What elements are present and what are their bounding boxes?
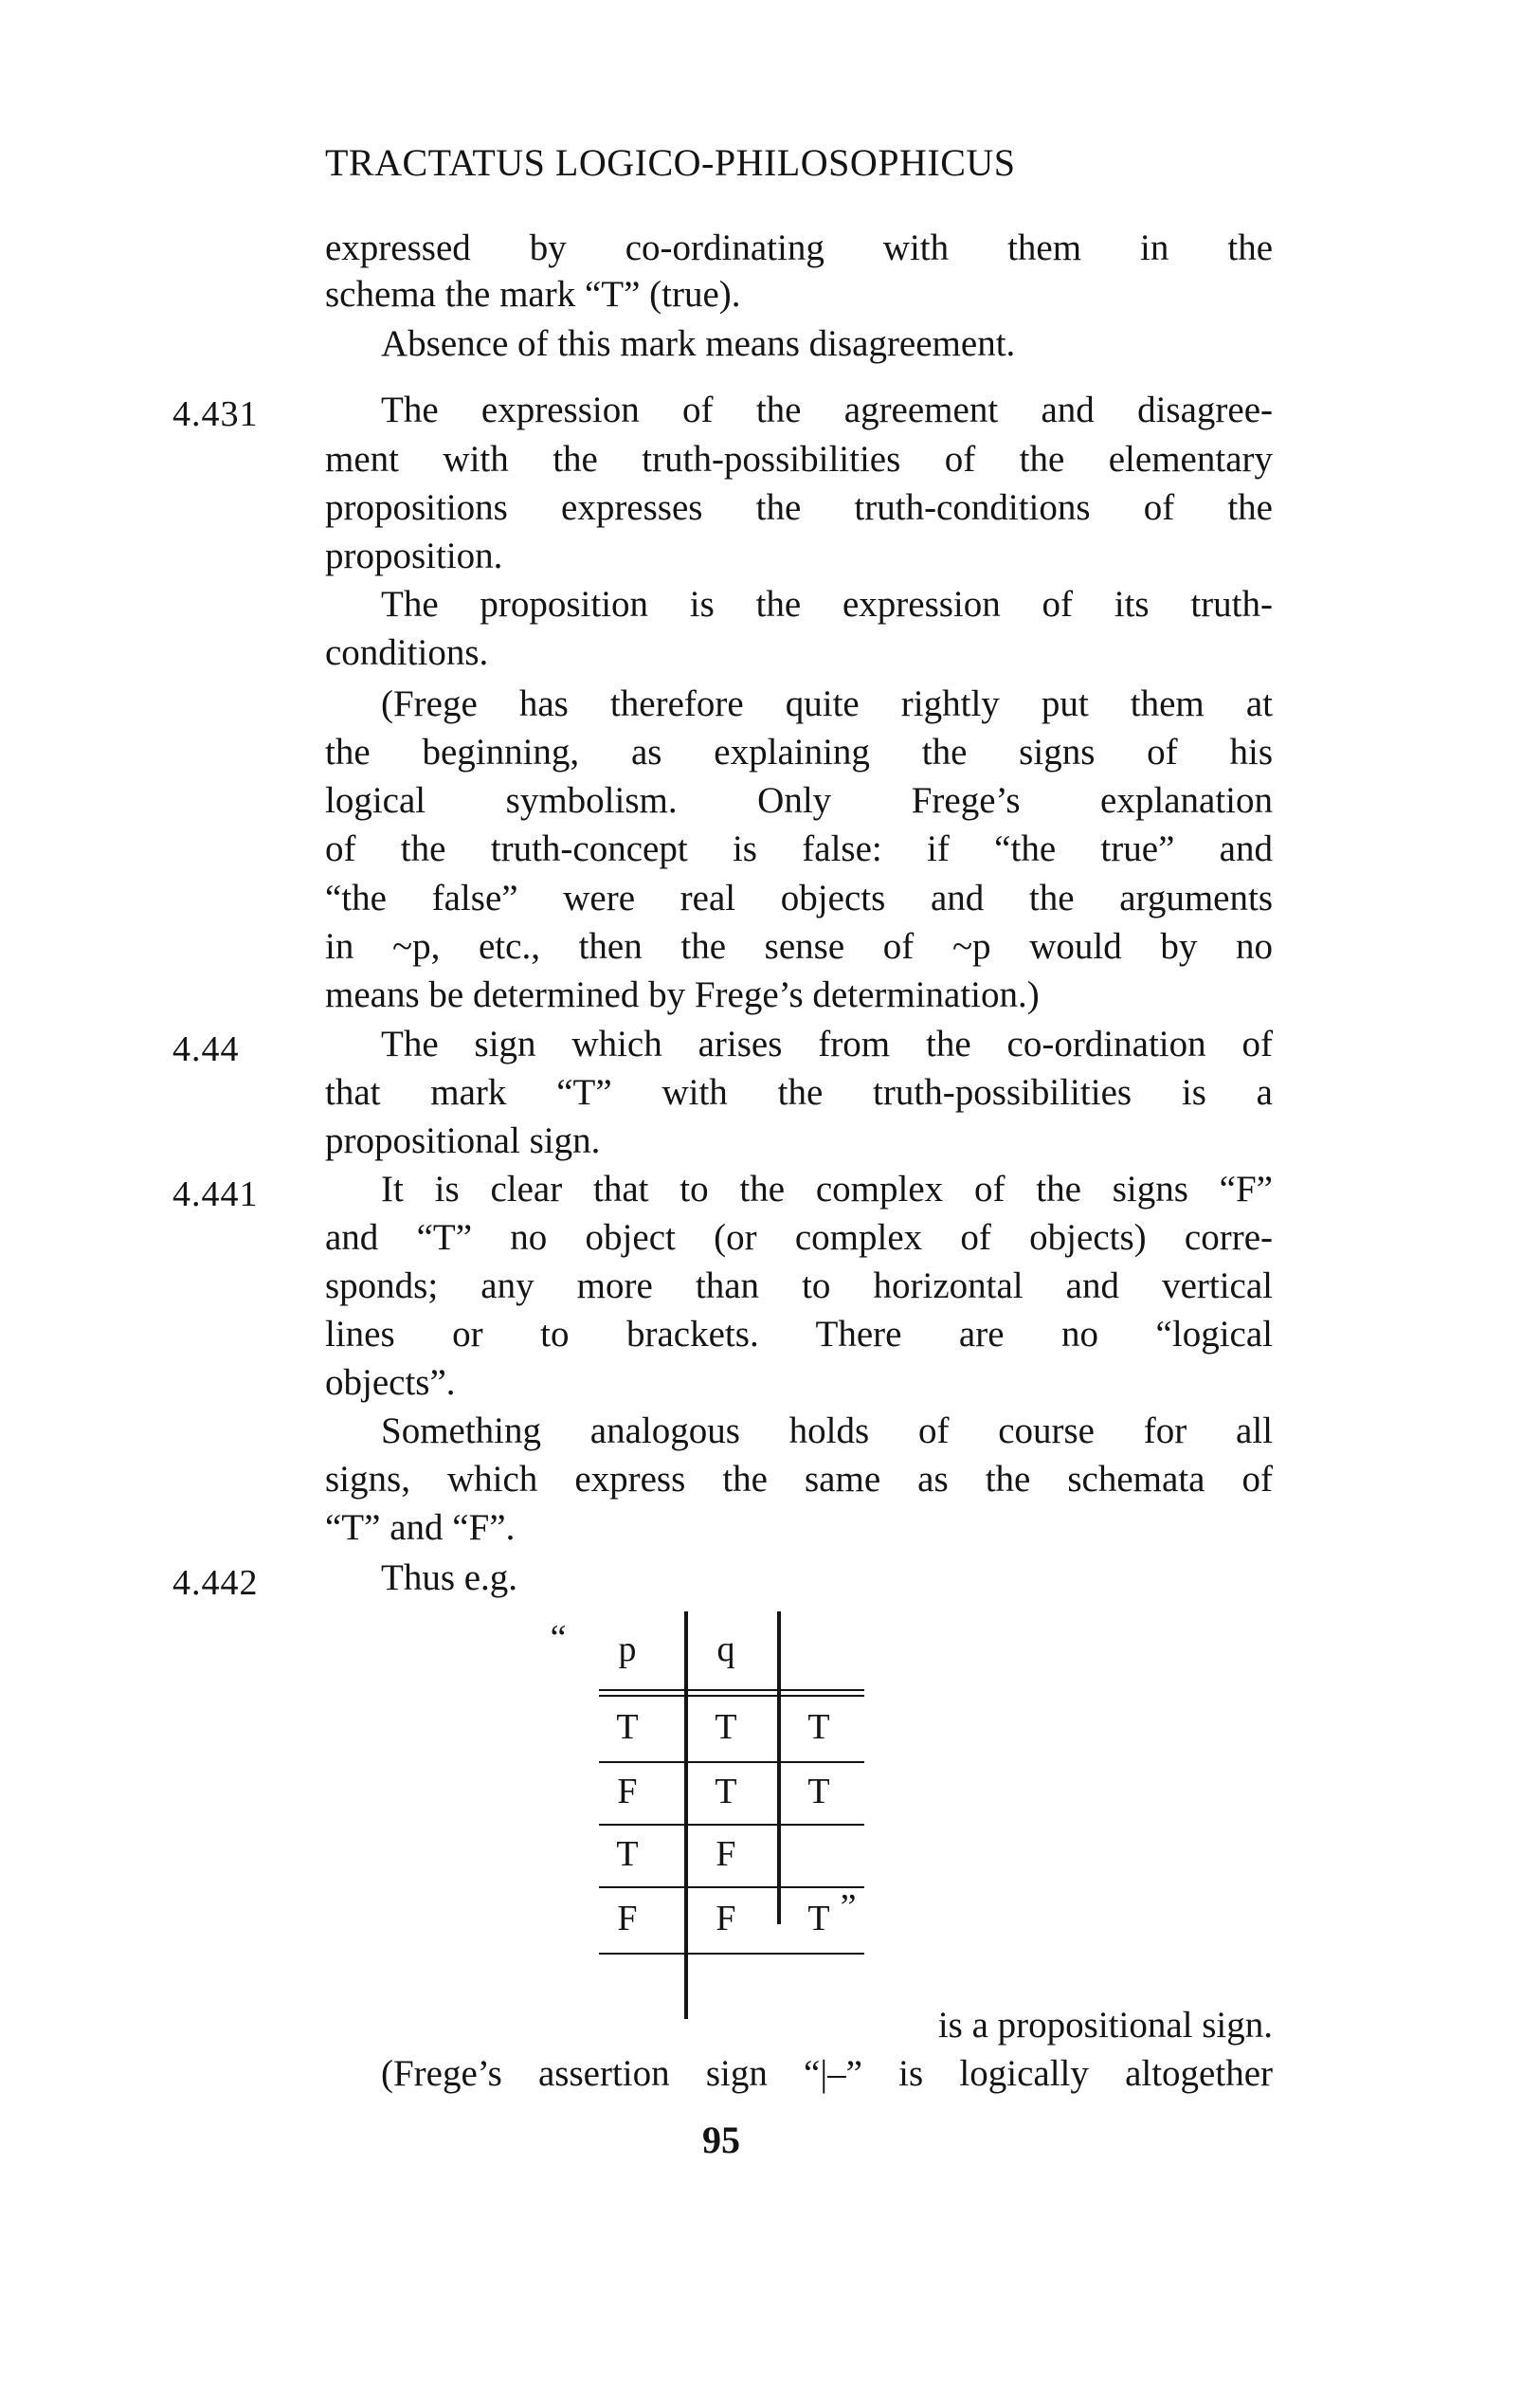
text-line: “T” and “F”. bbox=[325, 1507, 516, 1548]
text-line: means be determined by Frege’s determination.) bbox=[325, 974, 1040, 1015]
table-header-rule bbox=[599, 1695, 864, 1697]
table-cell: T bbox=[616, 1707, 639, 1747]
text-line: “the false” were real objects and the arguments bbox=[325, 878, 1273, 919]
text-line: schema the mark “T” (true). bbox=[325, 274, 741, 315]
text-line: conditions. bbox=[325, 632, 489, 673]
text-line: Something analogous holds of course for all bbox=[381, 1410, 1273, 1451]
text-line: The proposition is the expression of its truth- bbox=[381, 584, 1273, 625]
text-line: ment with the truth-possibilities of the elementary bbox=[325, 439, 1273, 480]
table-row-rule bbox=[599, 1824, 864, 1826]
table-cell: T bbox=[715, 1707, 737, 1747]
text-line: and “T” no object (or complex of objects) corre- bbox=[325, 1217, 1273, 1258]
table-cell: T bbox=[616, 1834, 639, 1874]
table-cell: F bbox=[617, 1899, 638, 1938]
table-cell: T bbox=[807, 1707, 830, 1747]
table-cell: F bbox=[617, 1772, 638, 1811]
section-number-4431: 4.431 bbox=[172, 394, 259, 434]
text-line: sponds; any more than to horizontal and vertical bbox=[325, 1265, 1273, 1306]
text-line: propositions expresses the truth-conditions of the bbox=[325, 487, 1273, 528]
text-line: Thus e.g. bbox=[381, 1557, 518, 1598]
text-line: signs, which express the same as the schemata of bbox=[325, 1459, 1273, 1500]
running-title: TRACTATUS LOGICO-PHILOSOPHICUS bbox=[325, 141, 1016, 184]
page-number: 95 bbox=[702, 2119, 740, 2161]
text-line: the beginning, as explaining the signs of his bbox=[325, 732, 1273, 773]
text-line: objects”. bbox=[325, 1362, 456, 1403]
text-line: The sign which arises from the co-ordination of bbox=[381, 1024, 1273, 1064]
text-line: (Frege has therefore quite rightly put them at bbox=[381, 683, 1273, 724]
table-divider-1 bbox=[684, 1611, 688, 2019]
text-line: expressed by co-ordinating with them in the bbox=[325, 227, 1273, 268]
text-line: lines or to brackets. There are no “logical bbox=[325, 1314, 1273, 1355]
text-line: (Frege’s assertion sign “|–” is logically altogether bbox=[381, 2053, 1273, 2094]
text-line: in ~p, etc., then the sense of ~p would by no bbox=[325, 926, 1273, 967]
table-cell: F bbox=[716, 1834, 736, 1874]
table-header-rule bbox=[599, 1689, 864, 1691]
table-row-rule bbox=[599, 1886, 864, 1888]
table-cell: F bbox=[716, 1899, 736, 1938]
table-cell: T bbox=[807, 1899, 830, 1938]
text-line: It is clear that to the complex of the signs “F” bbox=[381, 1169, 1273, 1210]
table-open-quote: “ bbox=[550, 1618, 567, 1658]
text-line: of the truth-concept is false: if “the true” and bbox=[325, 828, 1273, 869]
text-line: proposition. bbox=[325, 536, 503, 576]
truth-table bbox=[550, 1602, 870, 2019]
text-line: is a propositional sign. bbox=[937, 2005, 1273, 2046]
text-line: that mark “T” with the truth-possibilities is a bbox=[325, 1072, 1273, 1113]
text-line: Absence of this mark means disagreement. bbox=[381, 323, 1016, 364]
text-line: The expression of the agreement and disagree- bbox=[381, 390, 1273, 430]
table-row-rule bbox=[599, 1953, 864, 1955]
table-row-rule bbox=[599, 1761, 864, 1763]
table-header-q: q bbox=[716, 1629, 735, 1669]
table-divider-2 bbox=[777, 1611, 781, 1924]
table-header-p: p bbox=[618, 1629, 637, 1669]
text-line: propositional sign. bbox=[325, 1120, 601, 1161]
text-line: logical symbolism. Only Frege’s explanation bbox=[325, 780, 1273, 821]
table-close-quote: ” bbox=[840, 1887, 857, 1927]
table-cell: T bbox=[807, 1772, 830, 1811]
section-number-444: 4.44 bbox=[172, 1029, 240, 1069]
section-number-4441: 4.441 bbox=[172, 1174, 259, 1214]
table-cell: T bbox=[715, 1772, 737, 1811]
section-number-4442: 4.442 bbox=[172, 1563, 259, 1603]
